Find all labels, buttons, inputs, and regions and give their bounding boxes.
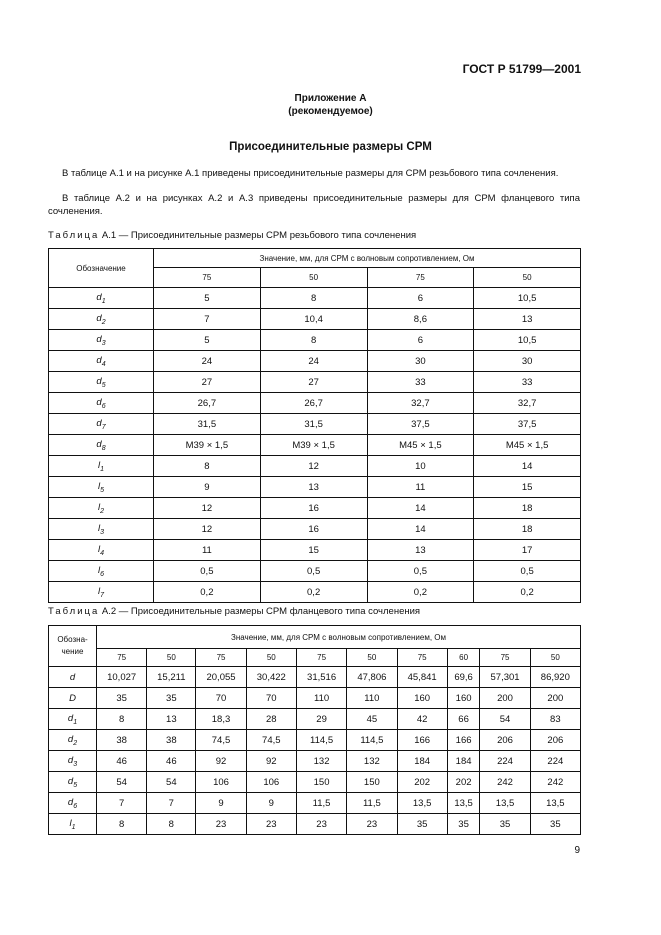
row-symbol [49,456,154,477]
table-cell: 8 [260,330,367,351]
table-cell: 86,920 [530,667,580,688]
table-cell: 20,055 [196,667,246,688]
table-cell: 24 [154,351,261,372]
table-cell: 13,5 [530,793,580,814]
table2-subheader: 50 [347,649,397,667]
row-symbol-letter: l [97,459,101,471]
row-symbol-letter: d [67,796,74,808]
table-cell: 150 [296,772,346,793]
table-row [49,709,581,730]
table-cell: M45 × 1,5 [474,435,581,456]
table1-caption-word: Таблица [48,230,100,241]
row-symbol-letter: d [96,438,102,450]
table2-col-name-line1: Обозна- [57,635,88,644]
row-symbol-index: 7 [100,591,105,599]
row-symbol-letter: d [96,375,102,387]
table-cell: 200 [480,688,530,709]
table-cell: 13,5 [397,793,447,814]
row-symbol-index: 4 [101,360,106,368]
table-cell: 54 [480,709,530,730]
table-cell: 0,2 [154,582,261,603]
table-cell: 110 [347,688,397,709]
standard-number: ГОСТ Р 51799—2001 [462,62,581,76]
table-cell: 35 [530,814,580,835]
table-row [49,288,581,309]
table-cell: 106 [196,772,246,793]
table-cell: 16 [260,519,367,540]
table-cell: 17 [474,540,581,561]
table-cell: 184 [397,751,447,772]
row-symbol [49,477,154,498]
table-cell: 0,2 [367,582,474,603]
paragraph-2-text: В таблице А.2 и на рисунках А.2 и А.3 приведены присоединительные размеры для СРМ фланцевого типа сочленения. [48,193,580,217]
table-cell: 37,5 [367,414,474,435]
row-symbol [49,372,154,393]
table-cell: 106 [246,772,296,793]
paragraph-1-text: В таблице А.1 и на рисунке А.1 приведены присоединительные размеры для СРМ резьбового типа сочленения. [62,168,559,179]
table1-caption-text: А.1 — Присоединительные размеры СРМ резьбового типа сочленения [101,230,417,241]
table1-caption [48,230,416,241]
table-cell: 10,5 [474,288,581,309]
table1-col-name: Обозначение [49,249,154,288]
table-cell: 18 [474,498,581,519]
table-cell: 11 [367,477,474,498]
table-cell: 160 [397,688,447,709]
table-cell: 150 [347,772,397,793]
table-cell: 8 [97,709,147,730]
table-cell: 6 [367,330,474,351]
table-cell: 35 [97,688,147,709]
table-cell: 0,2 [474,582,581,603]
table-cell: 15,211 [147,667,196,688]
appendix-title: Приложение А [294,93,367,104]
row-symbol-index: 2 [100,507,105,515]
row-symbol [49,435,154,456]
table-cell: 13 [367,540,474,561]
table-cell: 70 [196,688,246,709]
table-cell: M39 × 1,5 [154,435,261,456]
table-cell: 10,4 [260,309,367,330]
table-cell: 35 [147,688,196,709]
row-symbol-letter: l [97,564,101,576]
table-row [49,751,581,772]
table-cell: 13 [260,477,367,498]
table1-subheader: 75 [367,268,474,288]
table-cell: 13,5 [480,793,530,814]
row-symbol-letter: d [67,754,74,766]
row-symbol [49,730,97,751]
appendix-subtitle: (рекомендуемое) [288,106,373,117]
table-row [49,540,581,561]
table-cell: 46 [97,751,147,772]
table-cell: 5 [154,330,261,351]
row-symbol-letter: l [97,501,101,513]
table2-caption [48,606,420,617]
table-row [49,372,581,393]
table-cell: 92 [246,751,296,772]
row-symbol-index: 5 [100,486,105,494]
paragraph-1 [48,167,580,180]
table-cell: 47,806 [347,667,397,688]
table-cell: 9 [246,793,296,814]
row-symbol [49,309,154,330]
table-cell: 42 [397,709,447,730]
row-symbol-index: 5 [101,381,106,389]
table-cell: 12 [260,456,367,477]
table-cell: 24 [260,351,367,372]
row-symbol-index: 1 [71,823,76,831]
table-cell: 37,5 [474,414,581,435]
table-cell: 16 [260,498,367,519]
table-cell: 14 [474,456,581,477]
table1-subheader: 50 [474,268,581,288]
table-cell: 83 [530,709,580,730]
table-row [49,667,581,688]
table1-group-header: Значение, мм, для СРМ с волновым сопротивлением, Ом [154,249,581,268]
table-cell: 14 [367,519,474,540]
row-symbol [49,688,97,709]
table-cell: 35 [397,814,447,835]
table1-subheader: 50 [260,268,367,288]
row-symbol [49,751,97,772]
table-cell: 10,027 [97,667,147,688]
row-symbol [49,330,154,351]
table-cell: M39 × 1,5 [260,435,367,456]
table-cell: 74,5 [246,730,296,751]
row-symbol-index: 7 [101,423,106,431]
table-cell: 224 [530,751,580,772]
table-cell: 8 [147,814,196,835]
table-row [49,477,581,498]
section-title: Присоединительные размеры СРМ [229,141,432,153]
table-cell: 23 [296,814,346,835]
page-number: 9 [574,845,580,856]
table-cell: 13,5 [447,793,480,814]
row-symbol [49,793,97,814]
table2-group-header: Значение, мм, для СРМ с волновым сопротивлением, Ом [97,626,581,649]
table-cell: 33 [474,372,581,393]
table-row [49,456,581,477]
table-cell: 132 [347,751,397,772]
table-cell: 23 [196,814,246,835]
table-cell: 202 [447,772,480,793]
table-cell: 74,5 [196,730,246,751]
table2-subheader: 50 [147,649,196,667]
table-cell: 13 [147,709,196,730]
table-cell: 31,5 [154,414,261,435]
row-symbol-letter: l [97,543,101,555]
table1 [48,248,581,603]
table1-subheader: 75 [154,268,261,288]
table-cell: 242 [480,772,530,793]
table2-subheader: 50 [246,649,296,667]
table-cell: 11 [154,540,261,561]
table-cell: 31,5 [260,414,367,435]
row-symbol-letter: d [67,775,74,787]
row-symbol-index: 2 [101,318,106,326]
row-symbol-index: 6 [101,402,106,410]
table-cell: 30 [367,351,474,372]
row-symbol [49,414,154,435]
table-cell: 166 [397,730,447,751]
row-symbol-index: 6 [73,802,78,810]
row-symbol [49,519,154,540]
table-cell: 23 [347,814,397,835]
table-row [49,330,581,351]
table-row [49,351,581,372]
table-cell: 28 [246,709,296,730]
row-symbol-index: 3 [73,760,78,768]
table-cell: 35 [480,814,530,835]
table-cell: 206 [480,730,530,751]
table-cell: 31,516 [296,667,346,688]
table-cell: 12 [154,498,261,519]
table-row [49,309,581,330]
row-symbol-letter: l [69,817,72,829]
table-cell: 8,6 [367,309,474,330]
table-cell: M45 × 1,5 [367,435,474,456]
table-cell: 45,841 [397,667,447,688]
table-row [49,498,581,519]
row-symbol-index: 4 [100,549,105,557]
table-cell: 30 [474,351,581,372]
table-cell: 18,3 [196,709,246,730]
row-symbol-index: 2 [73,739,78,747]
table-cell: 18 [474,519,581,540]
table-cell: 206 [530,730,580,751]
table-cell: 12 [154,519,261,540]
table-cell: 11,5 [296,793,346,814]
table-row [49,582,581,603]
table-row [49,772,581,793]
table-row [49,519,581,540]
table-row [49,730,581,751]
table-cell: 202 [397,772,447,793]
row-symbol-index: 3 [101,339,106,347]
table-cell: 6 [367,288,474,309]
table-cell: 7 [147,793,196,814]
table-cell: 32,7 [474,393,581,414]
table-cell: 14 [367,498,474,519]
table-cell: 184 [447,751,480,772]
row-symbol [49,540,154,561]
table-row [49,561,581,582]
table-cell: 11,5 [347,793,397,814]
table-cell: 242 [530,772,580,793]
table-cell: 54 [97,772,147,793]
table-row [49,688,581,709]
table-cell: 33 [367,372,474,393]
row-symbol-index: 8 [101,444,106,452]
table-cell: 9 [154,477,261,498]
table2-subheader: 75 [397,649,447,667]
table-cell: 166 [447,730,480,751]
table2-col-name [49,626,97,667]
row-symbol-letter: d [96,396,102,408]
row-symbol [49,582,154,603]
table-cell: 38 [97,730,147,751]
paragraph-2 [48,192,580,218]
table2-subheader: 50 [530,649,580,667]
row-symbol-index: 1 [73,718,78,726]
table-cell: 30,422 [246,667,296,688]
row-symbol [49,709,97,730]
table-cell: 13 [474,309,581,330]
table-cell: 92 [196,751,246,772]
row-symbol-index: 1 [101,297,106,305]
table2-subheader: 75 [296,649,346,667]
table-cell: 57,301 [480,667,530,688]
table-cell: 8 [97,814,147,835]
table-row [49,435,581,456]
row-symbol [49,667,97,688]
row-symbol-letter: l [97,585,101,597]
row-symbol [49,393,154,414]
table-cell: 29 [296,709,346,730]
table-row [49,414,581,435]
table-cell: 27 [154,372,261,393]
table2-caption-word: Таблица [48,606,100,617]
table-cell: 7 [154,309,261,330]
row-symbol-letter: d [96,354,102,366]
table-cell: 8 [260,288,367,309]
table-cell: 35 [447,814,480,835]
table-cell: 54 [147,772,196,793]
table-cell: 8 [154,456,261,477]
table-cell: 200 [530,688,580,709]
row-symbol-index: 3 [100,528,105,536]
row-symbol-letter: d [67,712,74,724]
table-cell: 224 [480,751,530,772]
row-symbol-letter: d [69,671,76,683]
table-cell: 0,2 [260,582,367,603]
row-symbol-letter: d [96,291,102,303]
table2-subheader: 75 [196,649,246,667]
table-cell: 27 [260,372,367,393]
table-cell: 0,5 [474,561,581,582]
table-cell: 26,7 [154,393,261,414]
table-cell: 66 [447,709,480,730]
table2-subheader: 60 [447,649,480,667]
table-cell: 23 [246,814,296,835]
table-cell: 0,5 [154,561,261,582]
row-symbol-letter: l [97,522,101,534]
row-symbol [49,498,154,519]
table-cell: 110 [296,688,346,709]
table-row [49,793,581,814]
table-cell: 5 [154,288,261,309]
row-symbol-letter: d [96,417,102,429]
table-cell: 0,5 [367,561,474,582]
table2 [48,625,581,835]
row-symbol-index: 5 [73,781,78,789]
table-cell: 15 [474,477,581,498]
table-cell: 32,7 [367,393,474,414]
table-cell: 45 [347,709,397,730]
table2-subheader: 75 [97,649,147,667]
table-cell: 114,5 [347,730,397,751]
row-symbol-letter: l [97,480,101,492]
table-cell: 7 [97,793,147,814]
table-cell: 38 [147,730,196,751]
row-symbol-letter: d [96,333,102,345]
row-symbol [49,351,154,372]
table-cell: 9 [196,793,246,814]
table-cell: 69,6 [447,667,480,688]
table-cell: 15 [260,540,367,561]
table-cell: 70 [246,688,296,709]
row-symbol-letter: D [69,692,76,704]
row-symbol-letter: d [67,733,74,745]
row-symbol [49,288,154,309]
row-symbol [49,561,154,582]
table2-subheader: 75 [480,649,530,667]
table-cell: 10,5 [474,330,581,351]
table-cell: 160 [447,688,480,709]
table-row [49,814,581,835]
table-cell: 46 [147,751,196,772]
table2-col-name-line2: чение [61,647,84,656]
table-cell: 26,7 [260,393,367,414]
table-cell: 114,5 [296,730,346,751]
appendix-heading [0,92,661,118]
table-cell: 132 [296,751,346,772]
row-symbol-index: 1 [100,465,105,473]
table2-caption-text: А.2 — Присоединительные размеры СРМ фланцевого типа сочленения [101,606,421,617]
table-cell: 0,5 [260,561,367,582]
row-symbol-index: 6 [100,570,105,578]
table-cell: 10 [367,456,474,477]
row-symbol [49,814,97,835]
row-symbol-letter: d [96,312,102,324]
table-row [49,393,581,414]
row-symbol [49,772,97,793]
